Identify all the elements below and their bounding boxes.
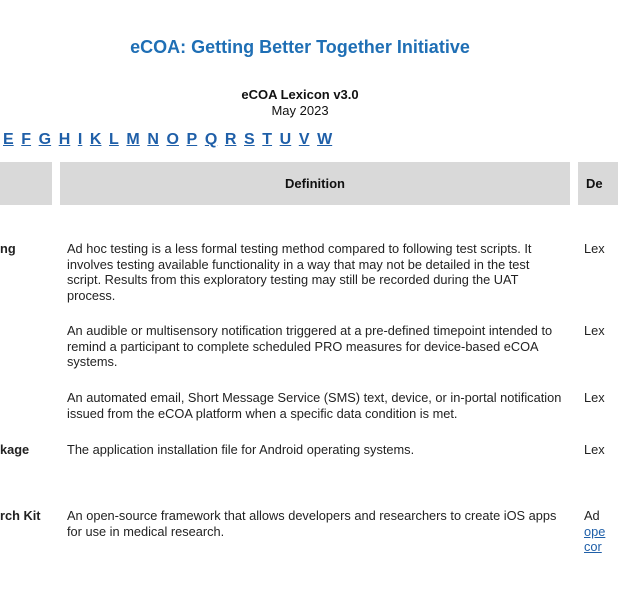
alphabet-link-m[interactable]: M [126, 131, 140, 148]
table-row-source: Lex [584, 323, 605, 338]
alphabet-link-g[interactable]: G [38, 131, 52, 148]
column-header-definition: Definition [60, 162, 570, 205]
page-title: eCOA: Getting Better Together Initiative [130, 37, 470, 57]
alphabet-link-h[interactable]: H [58, 131, 71, 148]
table-row-source: Lex [584, 241, 605, 256]
table-row-term: ng [0, 241, 16, 256]
alphabet-link-l[interactable]: L [109, 131, 119, 148]
alphabet-link-k[interactable]: K [89, 131, 102, 148]
alphabet-link-o[interactable]: O [166, 131, 179, 148]
source-link[interactable]: ope [584, 523, 606, 539]
table-row-term: kage [0, 442, 30, 457]
column-header-source: De [578, 162, 618, 205]
table-row-definition: An automated email, Short Message Service (SMS) text, device, or in-portal notification issued from the eCOA platform when a specific data condition is met. [67, 390, 562, 421]
source-text: Ad [584, 508, 600, 523]
table-row-definition: An open-source framework that allows developers and researchers to create iOS apps for use in medical research. [67, 508, 557, 539]
table-row-source [584, 508, 624, 555]
lexicon-version: eCOA Lexicon v3.0 [241, 87, 359, 102]
source-link[interactable]: cor [584, 539, 602, 555]
alphabet-link-r[interactable]: R [224, 131, 237, 148]
table-row-source: Lex [584, 390, 605, 405]
lexicon-date: May 2023 [271, 103, 329, 118]
alphabet-link-f[interactable]: F [21, 131, 32, 148]
alphabet-link-q[interactable]: Q [204, 131, 218, 148]
alphabet-link-i[interactable]: I [77, 131, 83, 148]
column-header-term [0, 162, 52, 205]
alphabet-index [3, 131, 340, 149]
table-row-term: rch Kit [0, 508, 41, 523]
table-row-source: Lex [584, 442, 605, 457]
alphabet-link-n[interactable]: N [147, 131, 159, 148]
table-row-definition: An audible or multisensory notification triggered at a pre-defined timepoint intended to remind a participant to complete scheduled PRO measures for device-based eCOA systems. [67, 323, 553, 370]
alphabet-link-e[interactable]: E [3, 131, 14, 148]
alphabet-link-s[interactable]: S [244, 131, 255, 148]
alphabet-link-t[interactable]: T [262, 131, 273, 148]
alphabet-link-v[interactable]: V [298, 131, 310, 148]
table-row-definition: The application installation file for Android operating systems. [67, 442, 415, 457]
alphabet-link-u[interactable]: U [279, 131, 292, 148]
alphabet-link-p[interactable]: P [186, 131, 198, 148]
table-row-definition: Ad hoc testing is a less formal testing method compared to following test scripts. It involves testing available functionality in a way that may not be detailed in the test script. Results from this exploratory testing may still be recorded during the UAT process. [67, 241, 532, 303]
alphabet-link-w[interactable]: W [317, 131, 333, 148]
